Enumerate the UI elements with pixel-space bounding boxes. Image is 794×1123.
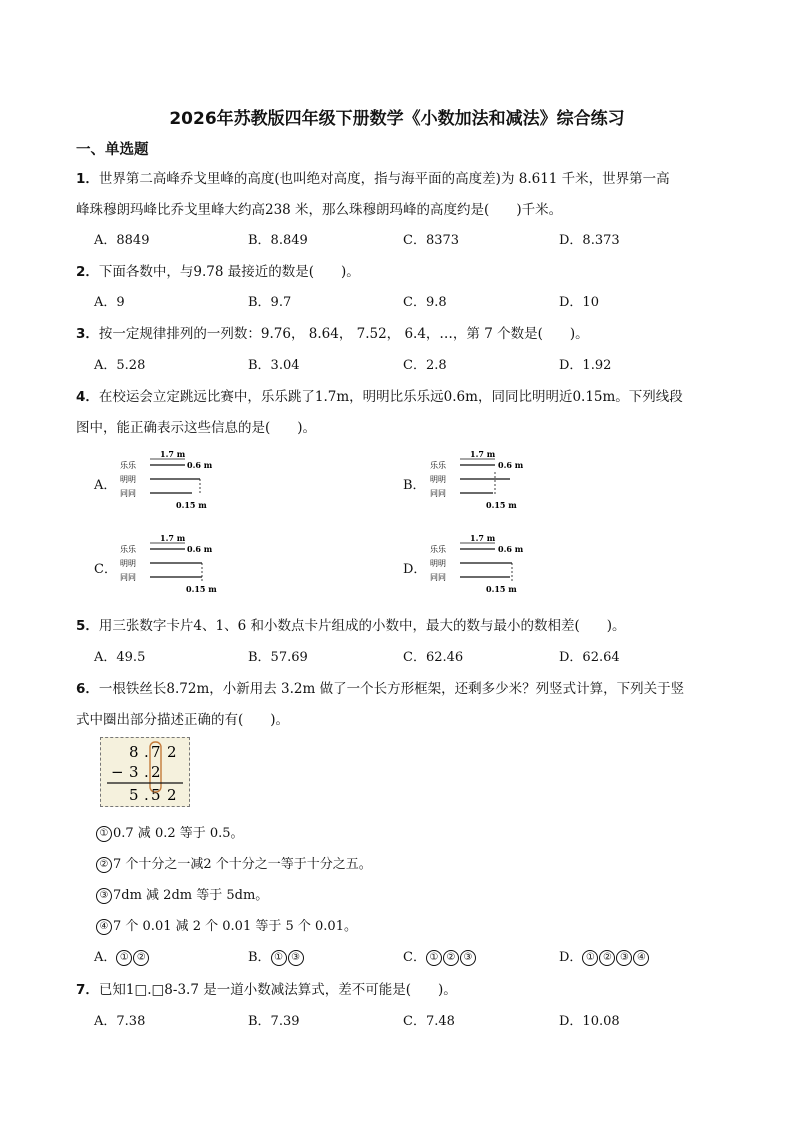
question-text: 用三张数字卡片4、1、6 和小数点卡片组成的小数中，最大的数与最小的数相差( )。: [98, 618, 626, 634]
q5-option-d: D．62.64: [559, 650, 620, 665]
question-4-line-2: 图中，能正确表示这些信息的是( )。: [76, 420, 317, 436]
question-6-line-1: [76, 677, 684, 697]
circled-number: ①: [96, 826, 112, 842]
line-segment-diagram-c: [120, 534, 240, 598]
value-right: 0.6 m: [498, 460, 524, 470]
label-mingming: 明明: [120, 475, 136, 484]
value-bottom: 0.15 m: [486, 584, 517, 594]
label-lele: 乐乐: [120, 461, 136, 470]
question-1-line-1: [76, 167, 670, 187]
calc-digit: 7: [151, 743, 161, 761]
question-text: 世界第二高峰乔戈里峰的高度(也叫绝对高度，指与海平面的高度差)为 8.611 千米，世界第一高: [98, 171, 670, 187]
q2-option-c: C．9.8: [403, 295, 447, 310]
value-top: 1.7 m: [470, 534, 496, 543]
q6-option-b: [248, 946, 305, 966]
statement-2: [96, 853, 372, 873]
statement-1: [96, 822, 244, 842]
q5-option-c: C．62.46: [403, 650, 464, 665]
option-letter: B．: [248, 950, 271, 965]
statement-text: 0.7 减 0.2 等于 0.5。: [113, 826, 244, 841]
circled-number: ③: [460, 950, 476, 966]
q4-option-d: D．: [403, 562, 427, 577]
page-title: 2026年苏教版四年级下册数学《小数加法和减法》综合练习: [169, 109, 625, 129]
question-2: [76, 260, 360, 280]
circled-number: ②: [599, 950, 615, 966]
line-segment-diagram-a: [120, 450, 240, 514]
calc-point: .: [144, 763, 149, 781]
label-tongtong: 同同: [120, 573, 136, 582]
value-bottom: 0.15 m: [176, 500, 207, 510]
value-bottom: 0.15 m: [186, 584, 217, 594]
question-number: 3．: [76, 326, 99, 342]
q3-option-d: D．1.92: [559, 358, 612, 373]
label-tongtong: 同同: [430, 489, 446, 498]
circled-number: ②: [96, 857, 112, 873]
label-tongtong: 同同: [120, 489, 136, 498]
calc-point: .: [144, 786, 149, 804]
q5-option-a: A．49.5: [94, 650, 146, 665]
q1-option-a: A．8849: [94, 233, 150, 248]
value-right: 0.6 m: [498, 544, 524, 554]
question-text: 在校运会立定跳远比赛中，乐乐跳了1.7m，明明比乐乐远0.6m，同同比明明近0.15m。下列线段: [98, 389, 683, 405]
question-4-line-1: [76, 385, 683, 405]
q2-option-d: D．10: [559, 295, 599, 310]
label-mingming: 明明: [430, 475, 446, 484]
circled-number: ④: [96, 919, 112, 935]
question-7: [76, 978, 457, 998]
calc-digit: 8: [129, 743, 139, 761]
circled-number: ④: [633, 950, 649, 966]
q7-option-c: C．7.48: [403, 1014, 455, 1029]
question-number: 5．: [76, 618, 99, 634]
q3-option-a: A．5.28: [94, 358, 146, 373]
q3-option-c: C．2.8: [403, 358, 447, 373]
q7-option-d: D．10.08: [559, 1014, 620, 1029]
q3-option-b: B．3.04: [248, 358, 300, 373]
label-tongtong: 同同: [430, 573, 446, 582]
label-lele: 乐乐: [120, 545, 136, 554]
question-3: [76, 322, 589, 342]
statement-4: [96, 915, 357, 935]
q1-option-b: B．8.849: [248, 233, 308, 248]
calc-digit: 2: [151, 763, 161, 781]
value-right: 0.6 m: [187, 544, 213, 554]
question-6-line-2: 式中圈出部分描述正确的有( )。: [76, 712, 290, 728]
question-text: 下面各数中，与9.78 最接近的数是( )。: [98, 264, 360, 280]
question-1-line-2: 峰珠穆朗玛峰比乔戈里峰大约高238 米，那么珠穆朗玛峰的高度约是( )千米。: [76, 202, 563, 218]
question-text: 一根铁丝长8.72m，小新用去 3.2m 做了一个长方形框架，还剩多少米？列竖式计算，下列关于竖: [98, 681, 685, 697]
question-5: [76, 614, 626, 634]
q6-option-c: [403, 946, 477, 966]
section-heading: 一、单选题: [76, 142, 149, 158]
circled-number: ①: [582, 950, 598, 966]
statement-3: [96, 884, 268, 904]
question-text: 按一定规律排列的一列数：9.76， 8.64， 7.52， 6.4，…，第 7 个数是( )。: [98, 326, 589, 342]
circled-number: ③: [616, 950, 632, 966]
circled-number: ①: [426, 950, 442, 966]
label-lele: 乐乐: [430, 461, 446, 470]
value-top: 1.7 m: [160, 450, 186, 459]
value-top: 1.7 m: [160, 534, 186, 543]
calc-digit: 3: [129, 763, 139, 781]
statement-text: 7 个 0.01 减 2 个 0.01 等于 5 个 0.01。: [113, 919, 357, 934]
q4-option-a: A．: [94, 478, 117, 493]
question-number: 6．: [76, 681, 99, 697]
line-segment-diagram-b: [430, 450, 550, 514]
circled-number: ②: [443, 950, 459, 966]
q4-option-c: C．: [94, 562, 117, 577]
question-number: 1．: [76, 171, 99, 187]
value-right: 0.6 m: [187, 460, 213, 470]
q2-option-b: B．9.7: [248, 295, 292, 310]
calc-digit: 2: [167, 786, 177, 804]
value-top: 1.7 m: [470, 450, 496, 459]
q6-option-a: [94, 946, 150, 966]
circled-number: ①: [271, 950, 287, 966]
option-letter: D．: [559, 950, 583, 965]
option-letter: C．: [403, 950, 426, 965]
circled-number: ①: [116, 950, 132, 966]
minus-sign: −: [111, 763, 124, 781]
vertical-subtraction-figure: [100, 737, 190, 807]
value-bottom: 0.15 m: [486, 500, 517, 510]
label-mingming: 明明: [120, 559, 136, 568]
circled-number: ③: [96, 888, 112, 904]
line-segment-diagram-d: [430, 534, 550, 598]
label-lele: 乐乐: [430, 545, 446, 554]
q1-option-d: D．8.373: [559, 233, 620, 248]
q7-option-b: B．7.39: [248, 1014, 300, 1029]
statement-text: 7dm 减 2dm 等于 5dm。: [113, 888, 269, 903]
label-mingming: 明明: [430, 559, 446, 568]
q5-option-b: B．57.69: [248, 650, 308, 665]
circled-number: ②: [133, 950, 149, 966]
option-letter: A．: [94, 950, 117, 965]
q2-option-a: A．9: [94, 295, 125, 310]
calc-digit: 2: [167, 743, 177, 761]
question-number: 7．: [76, 982, 99, 998]
q7-option-a: A．7.38: [94, 1014, 146, 1029]
calc-point: .: [144, 743, 149, 761]
q1-option-c: C．8373: [403, 233, 460, 248]
q4-option-b: B．: [403, 478, 426, 493]
q6-option-d: [559, 946, 650, 966]
calc-digit: 5: [151, 786, 161, 804]
question-text: 已知1□.□8-3.7 是一道小数减法算式，差不可能是( )。: [98, 982, 457, 998]
question-number: 2．: [76, 264, 99, 280]
statement-text: 7 个十分之一减2 个十分之一等于十分之五。: [113, 857, 372, 872]
calc-digit: 5: [129, 786, 139, 804]
question-number: 4．: [76, 389, 99, 405]
circled-number: ③: [288, 950, 304, 966]
